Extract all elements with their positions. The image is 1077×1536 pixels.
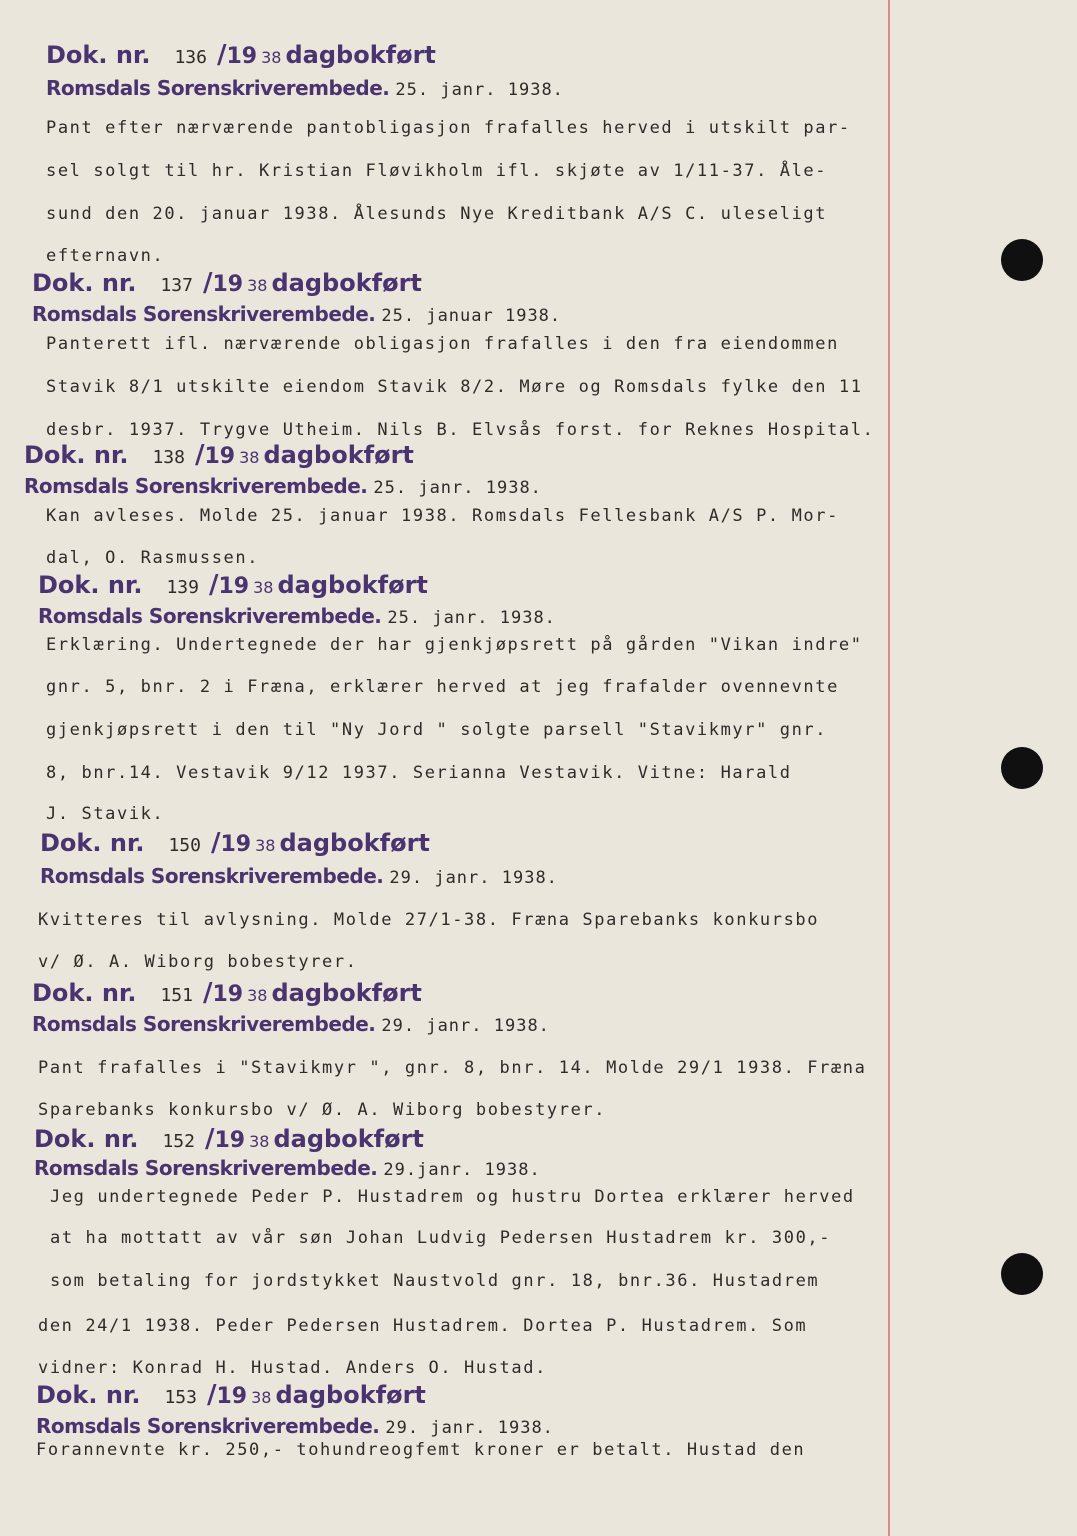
punch-hole-top [1001, 239, 1043, 281]
text-line: Stavik 8/1 utskilte eiendom Stavik 8/2. Møre og Romsdals fylke den 11 [46, 377, 863, 397]
office-stamp: Romsdals Sorenskriverembede. 25. januar 1938. [32, 302, 562, 326]
dok-number: 136 [174, 47, 207, 68]
registered-label: dagbokført [285, 41, 436, 69]
dok-stamp: Dok. nr. 153 /19 38 dagbokført [36, 1380, 426, 1410]
margin-rule [888, 0, 890, 1536]
office-stamp: Romsdals Sorenskriverembede. 29.janr. 1938. [34, 1156, 541, 1180]
text-line: desbr. 1937. Trygve Utheim. Nils B. Elvsås forst. for Reknes Hospital. [46, 420, 875, 440]
text-line: 8, bnr.14. Vestavik 9/12 1937. Serianna Vestavik. Vitne: Harald [46, 763, 792, 783]
office-stamp: Romsdals Sorenskriverembede. 29. janr. 1938. [36, 1414, 554, 1438]
text-line: Forannevnte kr. 250,- tohundreogfemt kroner er betalt. Hustad den [36, 1440, 806, 1460]
dok-stamp: Dok. nr. 136 /19 38 dagbokført [46, 40, 436, 70]
text-line: v/ Ø. A. Wiborg bobestyrer. [38, 952, 358, 972]
text-line: Panterett ifl. nærværende obligasjon frafalles i den fra eiendommen [46, 334, 839, 354]
text-line: vidner: Konrad H. Hustad. Anders O. Hustad. [38, 1358, 547, 1378]
dok-label: Dok. nr. [46, 41, 151, 69]
dok-stamp: Dok. nr. 152 /19 38 dagbokført [34, 1124, 424, 1154]
office-stamp: Romsdals Sorenskriverembede. 25. janr. 1938. [38, 604, 556, 628]
text-line: Pant frafalles i "Stavikmyr ", gnr. 8, bnr. 14. Molde 29/1 1938. Fræna [38, 1058, 867, 1078]
dok-stamp: Dok. nr. 137 /19 38 dagbokført [32, 268, 422, 298]
text-line: dal, O. Rasmussen. [46, 548, 260, 568]
text-line: sund den 20. januar 1938. Ålesunds Nye Kreditbank A/S C. uleseligt [46, 204, 828, 224]
punch-hole-middle [1001, 747, 1043, 789]
office-stamp: Romsdals Sorenskriverembede. 29. janr. 1938. [40, 864, 558, 888]
text-line: efternavn. [46, 246, 165, 266]
dok-stamp: Dok. nr. 139 /19 38 dagbokført [38, 570, 428, 600]
text-line: J. Stavik. [46, 804, 165, 824]
dok-stamp: Dok. nr. 151 /19 38 dagbokført [32, 978, 422, 1008]
dok-stamp: Dok. nr. 138 /19 38 dagbokført [24, 440, 414, 470]
text-line: Jeg undertegnede Peder P. Hustadrem og hustru Dortea erklærer herved [50, 1187, 855, 1207]
text-line: Kvitteres til avlysning. Molde 27/1-38. Fræna Sparebanks konkursbo [38, 910, 820, 930]
text-line: Kan avleses. Molde 25. januar 1938. Romsdals Fellesbank A/S P. Mor- [46, 506, 839, 526]
text-line: at ha mottatt av vår søn Johan Ludvig Pedersen Hustadrem kr. 300,- [50, 1228, 832, 1248]
text-line: som betaling for jordstykket Naustvold gnr. 18, bnr.36. Hustadrem [50, 1271, 820, 1291]
office-stamp: Romsdals Sorenskriverembede. 29. janr. 1938. [32, 1012, 550, 1036]
text-line: Erklæring. Undertegnede der har gjenkjøpsrett på gården "Vikan indre" [46, 635, 863, 655]
text-line: sel solgt til hr. Kristian Fløvikholm ifl. skjøte av 1/11-37. Åle- [46, 161, 828, 181]
office-stamp: Romsdals Sorenskriverembede. 25. janr. 1938. [24, 474, 542, 498]
text-line: den 24/1 1938. Peder Pedersen Hustadrem. Dortea P. Hustadrem. Som [38, 1316, 808, 1336]
dok-stamp: Dok. nr. 150 /19 38 dagbokført [40, 828, 430, 858]
text-line: Pant efter nærværende pantobligasjon frafalles herved i utskilt par- [46, 118, 851, 138]
entry-date: 25. janr. 1938. [395, 80, 564, 100]
office-stamp: Romsdals Sorenskriverembede. 25. janr. 1938. [46, 76, 564, 100]
text-line: gjenkjøpsrett i den til "Ny Jord " solgte parsell "Stavikmyr" gnr. [46, 720, 828, 740]
punch-hole-bottom [1001, 1253, 1043, 1295]
text-line: Sparebanks konkursbo v/ Ø. A. Wiborg bobestyrer. [38, 1100, 607, 1120]
text-line: gnr. 5, bnr. 2 i Fræna, erklærer herved at jeg frafalder ovennevnte [46, 677, 839, 697]
